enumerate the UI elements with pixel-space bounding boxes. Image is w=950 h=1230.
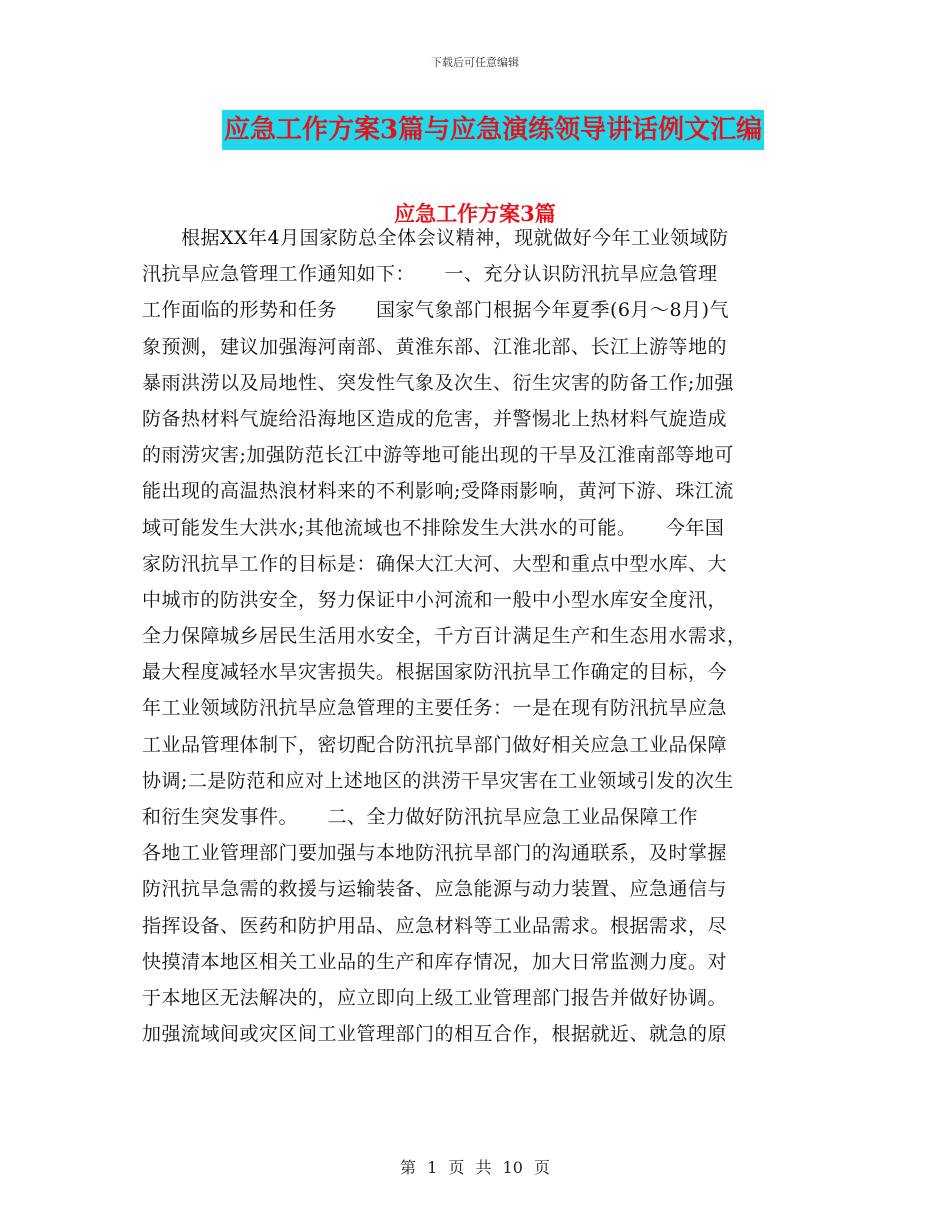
- body-line: 各地工业管理部门要加强与本地防汛抗旱部门的沟通联系，及时掌握: [142, 842, 728, 865]
- body-line: 中城市的防洪安全，努力保证中小河流和一般中小型水库安全度汛，: [142, 588, 728, 611]
- body-line: 和衍生突发事件。 二、全力做好防汛抗旱应急工业品保障工作: [142, 806, 699, 828]
- body-line: 暴雨洪涝以及局地性、突发性气象及次生、衍生灾害的防备工作;加强: [142, 371, 734, 394]
- body-line: 能出现的高温热浪材料来的不利影响;受降雨影响，黄河下游、珠江流: [142, 480, 734, 503]
- body-line: 最大程度减轻水旱灾害损失。根据国家防汛抗旱工作确定的目标，今: [142, 661, 728, 684]
- main-title: 应急工作方案3篇与应急演练领导讲话例文汇编: [222, 110, 764, 150]
- body-line: 工业品管理体制下，密切配合防汛抗旱部门做好相关应急工业品保障: [142, 733, 728, 756]
- body-line: 加强流域间或灾区间工业管理部门的相互合作，根据就近、就急的原: [142, 1023, 728, 1046]
- body-line: 指挥设备、医药和防护用品、应急材料等工业品需求。根据需求，尽: [142, 914, 728, 937]
- body-line: 于本地区无法解决的，应立即向上级工业管理部门报告并做好协调。: [142, 986, 728, 1009]
- page-footer: 第 1 页 共 10 页: [400, 1158, 550, 1177]
- body-line: 防汛抗旱急需的救援与运输装备、应急能源与动力装置、应急通信与: [142, 878, 728, 901]
- header-note: 下载后可任意编辑: [431, 56, 519, 69]
- body-line: 年工业领域防汛抗旱应急管理的主要任务：一是在现有防汛抗旱应急: [142, 697, 728, 720]
- body-line: 根据XX年4月国家防总全体会议精神，现就做好今年工业领域防: [142, 227, 729, 249]
- body-line: 工作面临的形势和任务 国家气象部门根据今年夏季(6月～8月)气: [142, 299, 730, 322]
- body-line: 汛抗旱应急管理工作通知如下： 一、充分认识防汛抗旱应急管理: [142, 263, 718, 286]
- body-line: 防备热材料气旋给沿海地区造成的危害，并警惕北上热材料气旋造成: [142, 407, 728, 430]
- body-line: 全力保障城乡居民生活用水安全，千方百计满足生产和生态用水需求，: [142, 625, 747, 648]
- section-title: 应急工作方案3篇: [394, 201, 556, 226]
- body-text: [142, 220, 802, 1052]
- body-line: 协调;二是防范和应对上述地区的洪涝干旱灾害在工业领域引发的次生: [142, 769, 734, 792]
- body-line: 域可能发生大洪水;其他流域也不排除发生大洪水的可能。 今年国: [142, 516, 725, 539]
- body-line: 家防汛抗旱工作的目标是：确保大江大河、大型和重点中型水库、大: [142, 552, 728, 575]
- body-line: 象预测，建议加强海河南部、黄淮东部、江淮北部、长江上游等地的: [142, 335, 728, 358]
- body-line: 的雨涝灾害;加强防范长江中游等地可能出现的干旱及江淮南部等地可: [142, 444, 734, 467]
- body-line: 快摸清本地区相关工业品的生产和库存情况，加大日常监测力度。对: [142, 950, 728, 973]
